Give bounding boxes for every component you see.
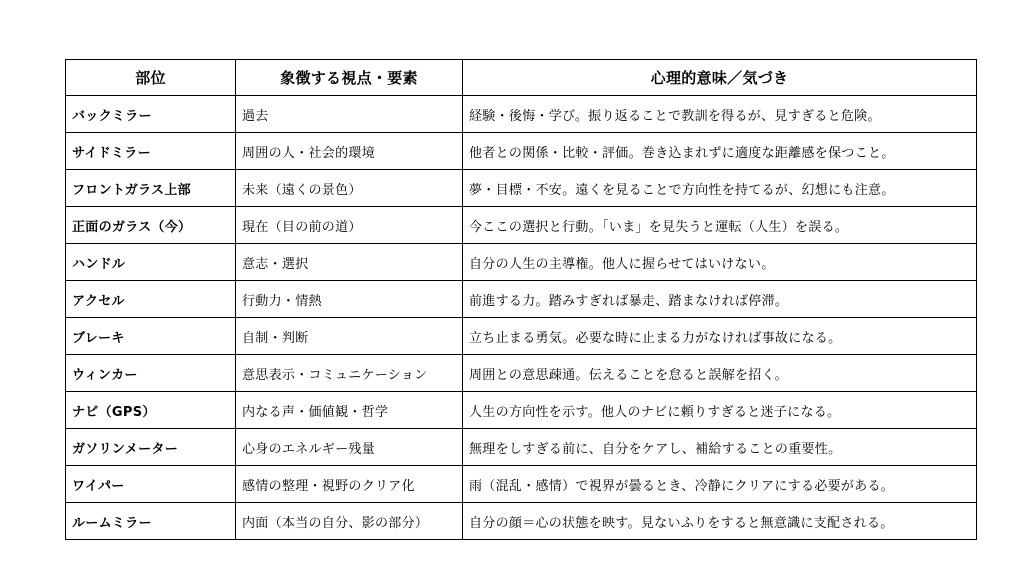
table-row — [66, 318, 977, 355]
row-meaning-cell: 夢・目標・不安。遠くを見ることで方向性を持てるが、幻想にも注意。 — [463, 170, 977, 207]
row-part-cell: ルームミラー — [66, 503, 236, 540]
table-row — [66, 96, 977, 133]
row-symbol-cell: 意志・選択 — [236, 244, 463, 281]
row-symbol-cell: 自制・判断 — [236, 318, 463, 355]
table-row — [66, 503, 977, 540]
table-row — [66, 429, 977, 466]
row-meaning-cell: 立ち止まる勇気。必要な時に止まる力がなければ事故になる。 — [463, 318, 977, 355]
header-part: 部位 — [66, 60, 236, 96]
row-part-cell: ウィンカー — [66, 355, 236, 392]
row-meaning-cell: 今ここの選択と行動。「いま」を見失うと運転（人生）を誤る。 — [463, 207, 977, 244]
row-meaning-cell: 雨（混乱・感情）で視界が曇るとき、冷静にクリアにする必要がある。 — [463, 466, 977, 503]
table-header-row — [66, 60, 977, 96]
row-meaning-cell: 前進する力。踏みすぎれば暴走、踏まなければ停滞。 — [463, 281, 977, 318]
row-meaning-cell: 周囲との意思疎通。伝えることを怠ると誤解を招く。 — [463, 355, 977, 392]
row-part-cell: フロントガラス上部 — [66, 170, 236, 207]
car-parts-psychology-table — [65, 59, 977, 540]
row-part-cell: アクセル — [66, 281, 236, 318]
table-row — [66, 133, 977, 170]
row-symbol-cell: 過去 — [236, 96, 463, 133]
table-row — [66, 207, 977, 244]
row-symbol-cell: 内面（本当の自分、影の部分） — [236, 503, 463, 540]
row-meaning-cell: 自分の人生の主導権。他人に握らせてはいけない。 — [463, 244, 977, 281]
row-meaning-cell: 経験・後悔・学び。振り返ることで教訓を得るが、見すぎると危険。 — [463, 96, 977, 133]
row-symbol-cell: 感情の整理・視野のクリア化 — [236, 466, 463, 503]
table-row — [66, 244, 977, 281]
row-symbol-cell: 現在（目の前の道） — [236, 207, 463, 244]
row-part-cell: ワイパー — [66, 466, 236, 503]
row-part-cell: ハンドル — [66, 244, 236, 281]
header-meaning: 心理的意味／気づき — [463, 60, 977, 96]
row-part-cell: サイドミラー — [66, 133, 236, 170]
row-part-cell: ナビ（GPS） — [66, 392, 236, 429]
row-meaning-cell: 自分の顔＝心の状態を映す。見ないふりをすると無意識に支配される。 — [463, 503, 977, 540]
table-row — [66, 355, 977, 392]
row-part-cell: ガソリンメーター — [66, 429, 236, 466]
row-part-cell: バックミラー — [66, 96, 236, 133]
row-symbol-cell: 周囲の人・社会的環境 — [236, 133, 463, 170]
row-symbol-cell: 心身のエネルギー残量 — [236, 429, 463, 466]
row-meaning-cell: 無理をしすぎる前に、自分をケアし、補給することの重要性。 — [463, 429, 977, 466]
row-meaning-cell: 人生の方向性を示す。他人のナビに頼りすぎると迷子になる。 — [463, 392, 977, 429]
table-row — [66, 170, 977, 207]
row-symbol-cell: 内なる声・価値観・哲学 — [236, 392, 463, 429]
row-meaning-cell: 他者との関係・比較・評価。巻き込まれずに適度な距離感を保つこと。 — [463, 133, 977, 170]
row-symbol-cell: 意思表示・コミュニケーション — [236, 355, 463, 392]
document-page — [65, 59, 976, 540]
row-symbol-cell: 行動力・情熱 — [236, 281, 463, 318]
table-row — [66, 466, 977, 503]
row-part-cell: ブレーキ — [66, 318, 236, 355]
table-row — [66, 392, 977, 429]
header-symbol: 象徴する視点・要素 — [236, 60, 463, 96]
row-part-cell: 正面のガラス（今） — [66, 207, 236, 244]
row-symbol-cell: 未来（遠くの景色） — [236, 170, 463, 207]
table-row — [66, 281, 977, 318]
